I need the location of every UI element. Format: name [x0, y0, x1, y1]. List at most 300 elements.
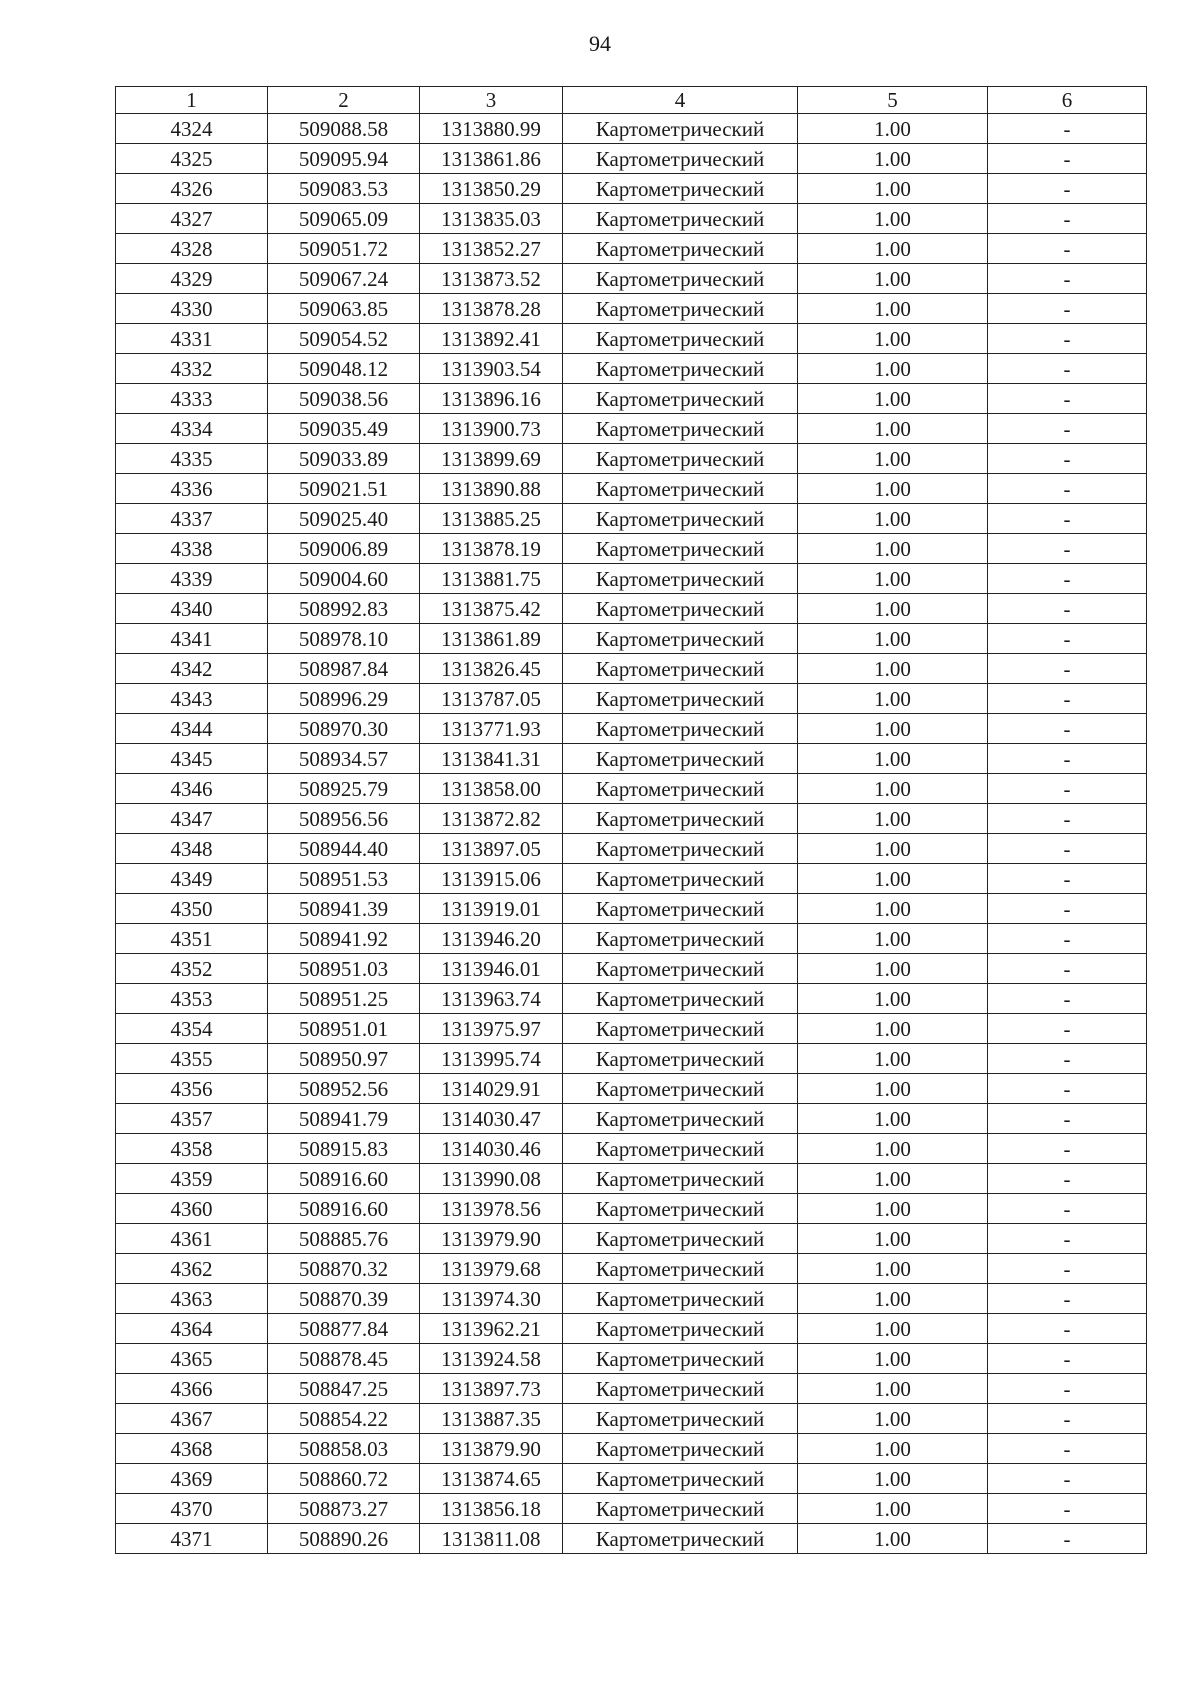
table-cell: 4331	[116, 324, 268, 354]
table-cell: -	[988, 384, 1147, 414]
column-header: 1	[116, 87, 268, 114]
table-cell: Картометрический	[563, 1404, 798, 1434]
table-row	[116, 1434, 1147, 1464]
table-cell: 1.00	[798, 1344, 988, 1374]
table-cell: 1.00	[798, 654, 988, 684]
table-cell: 1313856.18	[420, 1494, 563, 1524]
table-cell: 1.00	[798, 234, 988, 264]
table-row	[116, 684, 1147, 714]
table-cell: 508870.39	[268, 1284, 420, 1314]
table-cell: 4341	[116, 624, 268, 654]
table-cell: 1313872.82	[420, 804, 563, 834]
table-cell: -	[988, 594, 1147, 624]
table-cell: 4336	[116, 474, 268, 504]
table-cell: Картометрический	[563, 1374, 798, 1404]
table-cell: 1313885.25	[420, 504, 563, 534]
table-cell: Картометрический	[563, 714, 798, 744]
table-cell: Картометрический	[563, 654, 798, 684]
table-cell: 509083.53	[268, 174, 420, 204]
table-cell: 4325	[116, 144, 268, 174]
table-cell: 4329	[116, 264, 268, 294]
table-cell: 1.00	[798, 714, 988, 744]
table-row	[116, 234, 1147, 264]
table-cell: 1313915.06	[420, 864, 563, 894]
table-cell: 1313881.75	[420, 564, 563, 594]
table-cell: -	[988, 234, 1147, 264]
table-cell: Картометрический	[563, 234, 798, 264]
table-cell: 4356	[116, 1074, 268, 1104]
table-cell: 1.00	[798, 1074, 988, 1104]
page-number: 94	[589, 31, 611, 56]
table-cell: 509033.89	[268, 444, 420, 474]
table-cell: -	[988, 714, 1147, 744]
table-cell: 4359	[116, 1164, 268, 1194]
table-cell: -	[988, 1344, 1147, 1374]
table-cell: 4371	[116, 1524, 268, 1554]
table-row	[116, 1254, 1147, 1284]
table-cell: Картометрический	[563, 1044, 798, 1074]
table-cell: 4365	[116, 1344, 268, 1374]
table-cell: 508890.26	[268, 1524, 420, 1554]
table-cell: Картометрический	[563, 864, 798, 894]
table-cell: 1313946.20	[420, 924, 563, 954]
table-cell: 1.00	[798, 534, 988, 564]
table-cell: Картометрический	[563, 324, 798, 354]
table-cell: 508956.56	[268, 804, 420, 834]
table-cell: 1313858.00	[420, 774, 563, 804]
table-cell: 508951.53	[268, 864, 420, 894]
table-cell: 1313811.08	[420, 1524, 563, 1554]
table-row	[116, 804, 1147, 834]
table-cell: 1.00	[798, 1314, 988, 1344]
table-row	[116, 1074, 1147, 1104]
table-cell: -	[988, 834, 1147, 864]
table-cell: -	[988, 654, 1147, 684]
table-cell: 509025.40	[268, 504, 420, 534]
table-row	[116, 564, 1147, 594]
table-cell: 4344	[116, 714, 268, 744]
table-row	[116, 954, 1147, 984]
table-cell: 1313841.31	[420, 744, 563, 774]
table-row	[116, 1104, 1147, 1134]
table-row	[116, 384, 1147, 414]
table-cell: -	[988, 1434, 1147, 1464]
table-cell: -	[988, 414, 1147, 444]
table-cell: 1313962.21	[420, 1314, 563, 1344]
table-cell: 1313826.45	[420, 654, 563, 684]
table-cell: 1.00	[798, 204, 988, 234]
table-cell: 1.00	[798, 804, 988, 834]
table-cell: Картометрический	[563, 1014, 798, 1044]
table-cell: Картометрический	[563, 924, 798, 954]
table-cell: -	[988, 1524, 1147, 1554]
table-cell: 1313850.29	[420, 174, 563, 204]
table-cell: 1313880.99	[420, 114, 563, 144]
table-cell: 1.00	[798, 1464, 988, 1494]
column-header: 4	[563, 87, 798, 114]
table-row	[116, 1314, 1147, 1344]
table-cell: Картометрический	[563, 1464, 798, 1494]
table-cell: 508916.60	[268, 1164, 420, 1194]
table-cell: 1.00	[798, 1494, 988, 1524]
table-cell: -	[988, 1014, 1147, 1044]
table-cell: 508950.97	[268, 1044, 420, 1074]
table-cell: 509065.09	[268, 204, 420, 234]
table-row	[116, 474, 1147, 504]
table-cell: -	[988, 174, 1147, 204]
table-cell: -	[988, 354, 1147, 384]
table-cell: -	[988, 744, 1147, 774]
table-cell: 1.00	[798, 1014, 988, 1044]
table-cell: -	[988, 894, 1147, 924]
table-cell: 4340	[116, 594, 268, 624]
table-cell: 4370	[116, 1494, 268, 1524]
table-row	[116, 114, 1147, 144]
table-cell: -	[988, 264, 1147, 294]
table-row	[116, 1494, 1147, 1524]
table-cell: Картометрический	[563, 684, 798, 714]
table-cell: Картометрический	[563, 744, 798, 774]
table-cell: 1314029.91	[420, 1074, 563, 1104]
table-row	[116, 894, 1147, 924]
table-cell: 509035.49	[268, 414, 420, 444]
table-cell: Картометрический	[563, 624, 798, 654]
table-cell: 1.00	[798, 684, 988, 714]
table-cell: Картометрический	[563, 384, 798, 414]
table-cell: -	[988, 684, 1147, 714]
table-cell: Картометрический	[563, 444, 798, 474]
table-row	[116, 624, 1147, 654]
table-cell: 4358	[116, 1134, 268, 1164]
table-cell: Картометрический	[563, 1134, 798, 1164]
table-cell: Картометрический	[563, 804, 798, 834]
table-cell: Картометрический	[563, 1494, 798, 1524]
table-row	[116, 864, 1147, 894]
table-cell: 1313878.19	[420, 534, 563, 564]
table-cell: 1313990.08	[420, 1164, 563, 1194]
table-cell: 1313835.03	[420, 204, 563, 234]
table-cell: 509088.58	[268, 114, 420, 144]
table-cell: 508847.25	[268, 1374, 420, 1404]
table-cell: -	[988, 804, 1147, 834]
table-row	[116, 1134, 1147, 1164]
table-row	[116, 354, 1147, 384]
table-row	[116, 774, 1147, 804]
table-cell: 509095.94	[268, 144, 420, 174]
table-cell: Картометрический	[563, 114, 798, 144]
table-cell: 508925.79	[268, 774, 420, 804]
table-cell: 4353	[116, 984, 268, 1014]
table-cell: 1.00	[798, 984, 988, 1014]
table-cell: -	[988, 444, 1147, 474]
table-cell: 1.00	[798, 1404, 988, 1434]
table-cell: 4345	[116, 744, 268, 774]
table-cell: 1313995.74	[420, 1044, 563, 1074]
table-row	[116, 504, 1147, 534]
table-cell: Картометрический	[563, 474, 798, 504]
table-row	[116, 714, 1147, 744]
table-cell: 4355	[116, 1044, 268, 1074]
table-cell: 1313890.88	[420, 474, 563, 504]
table-cell: 1313896.16	[420, 384, 563, 414]
table-cell: 1.00	[798, 1044, 988, 1074]
table-cell: 1313963.74	[420, 984, 563, 1014]
table-cell: -	[988, 1404, 1147, 1434]
table-row	[116, 414, 1147, 444]
table-cell: 1.00	[798, 1524, 988, 1554]
table-cell: -	[988, 204, 1147, 234]
table-cell: 1.00	[798, 564, 988, 594]
table-cell: Картометрический	[563, 1284, 798, 1314]
table-row	[116, 654, 1147, 684]
column-header: 3	[420, 87, 563, 114]
table-cell: 1.00	[798, 294, 988, 324]
table-cell: 508951.01	[268, 1014, 420, 1044]
table-cell: -	[988, 324, 1147, 354]
column-header: 6	[988, 87, 1147, 114]
table-cell: 1314030.47	[420, 1104, 563, 1134]
table-cell: 1313979.90	[420, 1224, 563, 1254]
table-row	[116, 1044, 1147, 1074]
table-cell: 1313897.05	[420, 834, 563, 864]
table-cell: 508987.84	[268, 654, 420, 684]
table-cell: 508941.39	[268, 894, 420, 924]
table-cell: 509051.72	[268, 234, 420, 264]
table-cell: -	[988, 534, 1147, 564]
table-cell: 4327	[116, 204, 268, 234]
table-cell: 1313892.41	[420, 324, 563, 354]
table-cell: -	[988, 954, 1147, 984]
table-cell: 4348	[116, 834, 268, 864]
table-cell: 1313899.69	[420, 444, 563, 474]
table-cell: 1313974.30	[420, 1284, 563, 1314]
table-cell: 508877.84	[268, 1314, 420, 1344]
table-cell: 1313852.27	[420, 234, 563, 264]
table-cell: -	[988, 774, 1147, 804]
table-cell: 508878.45	[268, 1344, 420, 1374]
table-cell: 1313771.93	[420, 714, 563, 744]
table-cell: 1313861.86	[420, 144, 563, 174]
table-row	[116, 984, 1147, 1014]
table-cell: 509063.85	[268, 294, 420, 324]
table-cell: 4364	[116, 1314, 268, 1344]
table-cell: Картометрический	[563, 264, 798, 294]
table-row	[116, 1524, 1147, 1554]
table-cell: Картометрический	[563, 534, 798, 564]
table-cell: 1313919.01	[420, 894, 563, 924]
table-cell: 4339	[116, 564, 268, 594]
table-cell: 4366	[116, 1374, 268, 1404]
table-cell: 4328	[116, 234, 268, 264]
table-cell: -	[988, 474, 1147, 504]
table-cell: 1313924.58	[420, 1344, 563, 1374]
table-cell: 1314030.46	[420, 1134, 563, 1164]
table-cell: Картометрический	[563, 774, 798, 804]
table-cell: Картометрический	[563, 564, 798, 594]
table-cell: 4352	[116, 954, 268, 984]
table-cell: 4354	[116, 1014, 268, 1044]
table-cell: -	[988, 924, 1147, 954]
table-row	[116, 144, 1147, 174]
table-cell: 4343	[116, 684, 268, 714]
table-cell: 509004.60	[268, 564, 420, 594]
table-cell: 508970.30	[268, 714, 420, 744]
table-cell: -	[988, 564, 1147, 594]
table-row	[116, 444, 1147, 474]
table-cell: 4361	[116, 1224, 268, 1254]
table-cell: Картометрический	[563, 894, 798, 924]
table-cell: Картометрический	[563, 354, 798, 384]
table-row	[116, 1374, 1147, 1404]
table-cell: 508996.29	[268, 684, 420, 714]
table-cell: 508944.40	[268, 834, 420, 864]
table-cell: 4363	[116, 1284, 268, 1314]
table-cell: -	[988, 624, 1147, 654]
table-cell: 1313903.54	[420, 354, 563, 384]
table-cell: 508854.22	[268, 1404, 420, 1434]
table-cell: -	[988, 984, 1147, 1014]
table-cell: Картометрический	[563, 834, 798, 864]
table-row	[116, 744, 1147, 774]
table-cell: 1.00	[798, 924, 988, 954]
table-cell: 4332	[116, 354, 268, 384]
table-row	[116, 264, 1147, 294]
table-cell: 1313873.52	[420, 264, 563, 294]
table-cell: 1.00	[798, 144, 988, 174]
table-cell: 1.00	[798, 1104, 988, 1134]
table-cell: 1.00	[798, 1374, 988, 1404]
table-cell: 508992.83	[268, 594, 420, 624]
table-cell: Картометрический	[563, 594, 798, 624]
table-cell: 1.00	[798, 954, 988, 984]
table-cell: 4350	[116, 894, 268, 924]
table-cell: 4351	[116, 924, 268, 954]
table-cell: 1.00	[798, 354, 988, 384]
table-cell: Картометрический	[563, 1104, 798, 1134]
table-cell: 4369	[116, 1464, 268, 1494]
table-cell: 1313861.89	[420, 624, 563, 654]
table-cell: -	[988, 294, 1147, 324]
table-cell: 4334	[116, 414, 268, 444]
table-cell: Картометрический	[563, 204, 798, 234]
table-cell: 508860.72	[268, 1464, 420, 1494]
table-cell: -	[988, 1254, 1147, 1284]
table-cell: 4338	[116, 534, 268, 564]
table-cell: 1313979.68	[420, 1254, 563, 1284]
table-cell: 4362	[116, 1254, 268, 1284]
table-cell: 508952.56	[268, 1074, 420, 1104]
column-header: 2	[268, 87, 420, 114]
table-cell: -	[988, 1464, 1147, 1494]
table-cell: 1.00	[798, 1224, 988, 1254]
table-row	[116, 1224, 1147, 1254]
table-cell: 509067.24	[268, 264, 420, 294]
table-cell: 508951.03	[268, 954, 420, 984]
table-cell: 508978.10	[268, 624, 420, 654]
table-row	[116, 324, 1147, 354]
table-cell: 1.00	[798, 744, 988, 774]
table-cell: Картометрический	[563, 1254, 798, 1284]
table-cell: 509038.56	[268, 384, 420, 414]
table-cell: 509054.52	[268, 324, 420, 354]
table-cell: 1313975.97	[420, 1014, 563, 1044]
table-cell: 4330	[116, 294, 268, 324]
table-cell: 4337	[116, 504, 268, 534]
table-cell: 1313900.73	[420, 414, 563, 444]
table-row	[116, 534, 1147, 564]
table-row	[116, 1164, 1147, 1194]
table-cell: 1.00	[798, 774, 988, 804]
table-cell: 1313897.73	[420, 1374, 563, 1404]
table-cell: Картометрический	[563, 414, 798, 444]
table-cell: -	[988, 1044, 1147, 1074]
table-cell: -	[988, 144, 1147, 174]
table-cell: 4324	[116, 114, 268, 144]
table-cell: -	[988, 1374, 1147, 1404]
table-cell: 1313978.56	[420, 1194, 563, 1224]
table-cell: 4367	[116, 1404, 268, 1434]
column-header: 5	[798, 87, 988, 114]
table-cell: Картометрический	[563, 504, 798, 534]
table-cell: 509048.12	[268, 354, 420, 384]
table-cell: 1313887.35	[420, 1404, 563, 1434]
table-cell: 1313787.05	[420, 684, 563, 714]
table-cell: 1.00	[798, 594, 988, 624]
table-cell: Картометрический	[563, 1074, 798, 1104]
table-row	[116, 1194, 1147, 1224]
table-cell: Картометрический	[563, 1194, 798, 1224]
table-cell: -	[988, 1284, 1147, 1314]
table-cell: 1.00	[798, 1254, 988, 1284]
table-cell: 1.00	[798, 504, 988, 534]
table-cell: 4333	[116, 384, 268, 414]
table-cell: 1.00	[798, 1164, 988, 1194]
table-cell: -	[988, 114, 1147, 144]
table-cell: -	[988, 1164, 1147, 1194]
table-cell: 1.00	[798, 474, 988, 504]
table-cell: 4342	[116, 654, 268, 684]
table-cell: Картометрический	[563, 144, 798, 174]
table-cell: -	[988, 1134, 1147, 1164]
table-cell: -	[988, 1104, 1147, 1134]
coordinates-table	[115, 86, 1147, 1554]
table-cell: Картометрический	[563, 1344, 798, 1374]
table-cell: 4368	[116, 1434, 268, 1464]
table-row	[116, 1404, 1147, 1434]
table-cell: 1.00	[798, 834, 988, 864]
table-cell: 1.00	[798, 414, 988, 444]
table-cell: 4349	[116, 864, 268, 894]
table-row	[116, 1014, 1147, 1044]
table-cell: 4346	[116, 774, 268, 804]
table-cell: 1.00	[798, 1194, 988, 1224]
table-cell: 509006.89	[268, 534, 420, 564]
table-cell: Картометрический	[563, 1164, 798, 1194]
table-cell: 508941.92	[268, 924, 420, 954]
table-cell: 508873.27	[268, 1494, 420, 1524]
table-cell: -	[988, 864, 1147, 894]
table-cell: 509021.51	[268, 474, 420, 504]
table-cell: Картометрический	[563, 1434, 798, 1464]
table-cell: Картометрический	[563, 984, 798, 1014]
table-cell: 1.00	[798, 264, 988, 294]
table-cell: 1313878.28	[420, 294, 563, 324]
table-cell: 4335	[116, 444, 268, 474]
table-cell: 1313946.01	[420, 954, 563, 984]
table-cell: 4357	[116, 1104, 268, 1134]
table-cell: 1.00	[798, 1434, 988, 1464]
table-cell: 1.00	[798, 1284, 988, 1314]
